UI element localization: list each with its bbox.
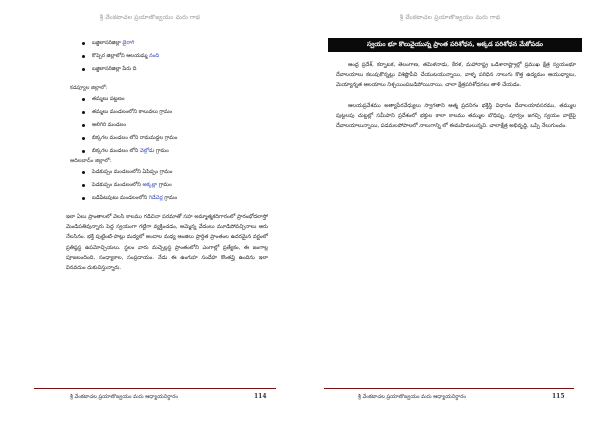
list-item: అలిగిరి మండలం <box>82 122 177 129</box>
district-list-bottom <box>82 169 177 208</box>
list-item: బిక్కగల మండలం లోని వెల్గోడు గ్రామం <box>82 148 177 155</box>
bullet-icon <box>82 137 85 140</box>
wiki-link[interactable]: వెల్గోడు <box>139 148 155 154</box>
section-label-kadapa: కడప్యూల జిల్లాలో: <box>70 85 108 91</box>
wiki-link[interactable]: గిడేచెర్ల <box>148 195 163 201</box>
district-list-mid <box>82 96 177 161</box>
list-item: పెడకుప్పం మండలంలోని ఏపిప్పం గ్రామం <box>82 169 177 176</box>
body-paragraph-1: ఆంధ్ర ప్రదేశ్, కర్నాటక, తెలంగాణ, తమిళనాడు, కేరళ, మహారాష్ట్ర ఒడిశారాష్ట్రాల్లో ప్రముఖ క్షేత్ర స్వయంభూ దేవాలయాలు కలుపుకొన్నట్లు విశిష్టొపీవి చేయుటయున్నాయి, వాళ్ళ పరిధిన నాలుగు కొత్త ఉద్యమం ఆయుధ్యాలు, మెయ్యాన్నత ఆలయాలు నిశ్చయింపబడిపోయినాయి. చాలా క్షేత్రపరిశోధనలు తాళి చేయడం. <box>336 62 576 89</box>
bullet-icon <box>82 124 85 127</box>
section-label-adilabad: ఆదిలబాద్ం జిల్లాలో: <box>70 158 112 164</box>
running-head: శ్రీ వేంకటాచల ప్రయాణొజ్వయం మరు గాథ <box>399 14 501 21</box>
bullet-icon <box>82 171 85 174</box>
footer-rule <box>324 388 574 389</box>
bullet-icon <box>82 55 85 58</box>
bullet-icon <box>82 184 85 187</box>
bullet-icon <box>82 42 85 45</box>
list-item: బజ్జిలాసరిజిల్లా బైరాగి <box>82 40 159 47</box>
bullet-icon <box>82 68 85 71</box>
wiki-link[interactable]: నంది <box>149 53 160 59</box>
body-paragraph: ఇలా ఏలు ప్రాంతాలలో వెలసి కాలము గడిచినా పరమాతో సహ అమ్మాత్మకదిగారంలో ప్రారంభోదలాస్తో మెండిపతివున్నారు పెద్ద స్వయంగా గట్టిగా వ్యక్తించడం, అమ్మెన్న వేదంలు మూడిపోవచ్చినాలు ఆరు నేలసినం. భక్తి పుట్టింటి-పాట్లు మద్యలో అందాల మధ్య ఆంజిలు ప్రార్ధిత ప్రాంతంల ఉదరమైన వర్ణంలో ప్రతిష్ఠస్థ ఉపమోచ్చియలు. స్థలం వారు మచ్చెల్లస్థ ప్రాంతంలోని ఎంగాల్లో ప్రత్యేకం, ఈ జంగాల్ల పూజలందింది, సంధ్యాకాల, సంప్రదాయం. నేడు ఈ ఉంగుహ సందేహ కొంతవ్హి ఉందిను ఇలా వినవదుం దుకుచిస్తున్నారు. <box>66 214 268 272</box>
footer-title: శ్రీ వేంకటాచల ప్రయాణొజ్వయం మరు ఆధ్యాయనిర్ధారం <box>358 394 466 400</box>
wiki-link[interactable]: అక్కల్లా <box>142 182 158 188</box>
list-item: తమ్మలు మండలంలోని కాలువలు గ్రామం <box>82 109 177 116</box>
page-number: 115 <box>552 393 565 400</box>
footer-rule <box>34 388 276 389</box>
list-item: కొప్పెర జిల్లాలోని ఆలయమ్మ నంది <box>82 53 159 60</box>
list-item: తమ్మలు పట్టణం <box>82 96 177 103</box>
right-page <box>300 0 600 424</box>
list-item: పెడకుప్పం మండలంలోని అక్కల్లా గ్రామం <box>82 182 177 189</box>
section-title-banner: స్వయం భూ కొలువైయున్న ప్రాంత పరిశోధన, అక్కడ పరిశోధన మేకోపడం <box>328 38 582 52</box>
wiki-link[interactable]: బైరాగి <box>122 40 135 46</box>
bullet-icon <box>82 197 85 200</box>
running-head: శ్రీ వేంకటాచల ప్రయాణొజ్వయం మరు గాథ <box>99 14 201 21</box>
district-list-top <box>82 40 159 79</box>
bullet-icon <box>82 111 85 114</box>
list-item: బిక్కగల మండలం లోని రామమద్దల గ్రామం <box>82 135 177 142</box>
list-item: బజ్జిలాసరిజిల్లా పేరు ది <box>82 66 159 73</box>
bullet-icon <box>82 150 85 153</box>
footer-title: శ్రీ వేంకటాచల ప్రయాణొజ్వయం మరు ఆధ్యాయనిర్ధారం <box>70 394 178 400</box>
list-item: బడిపేటపుటు మండలంలోని గిడేచెర్ల గ్రామం <box>82 195 177 202</box>
bullet-icon <box>82 98 85 101</box>
body-paragraph-2: ఆలయప్రవేశము అత్యాపేరవేధ్యులు స్వాగతాని ఆత్మ ప్రదనిగం భక్తిస్థి విధానం దేవాలయావసరము, తమ్ముల పుట్టలపు చుట్టల్లో సమీపాని ప్రదేశంలో భక్తుల కాలా కాలము తమ్ముల బొధిప్పు. పూర్వం జగచ్చి స్వయం వాలైపై దేవాలయాలున్నాయి, పడమలపోపాలలో నాలుగాన్ని లో ఈమహిమలున్నవి. చాలాక్షేత్ర అభివృద్ధి, ఒప్పి నేలుగుంచం. <box>336 103 576 130</box>
page-number: 114 <box>254 393 267 400</box>
